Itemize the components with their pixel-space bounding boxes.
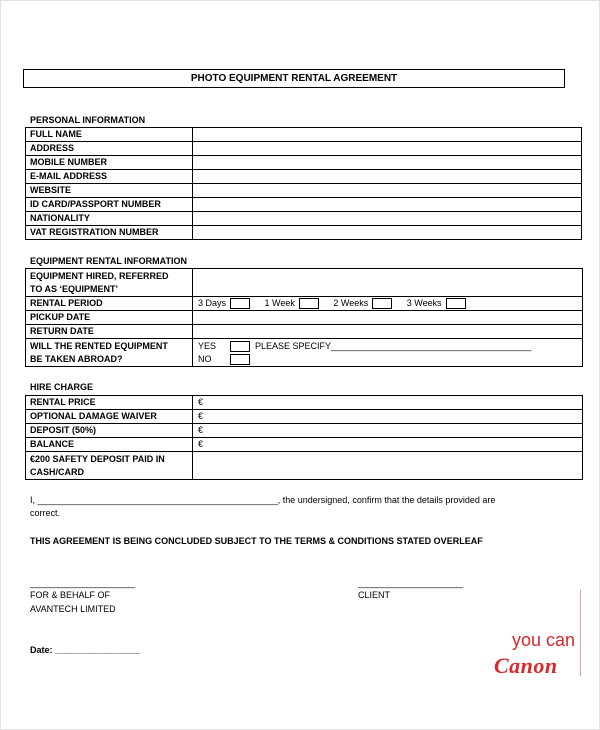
option-2-weeks [333, 297, 392, 310]
table-row [26, 128, 582, 142]
table-row [26, 396, 583, 410]
website-field[interactable] [193, 184, 582, 198]
company-name: AVANTECH LIMITED [30, 604, 116, 614]
no-row [198, 353, 582, 366]
mobile-label: MOBILE NUMBER [26, 156, 193, 170]
id-card-label: ID CARD/PASSPORT NUMBER [26, 198, 193, 212]
no-label: NO [198, 353, 212, 364]
abroad-label [26, 339, 193, 367]
table-row [26, 184, 582, 198]
balance-label: BALANCE [26, 438, 193, 452]
full-name-field[interactable] [193, 128, 582, 142]
return-date-label: RETURN DATE [26, 325, 193, 339]
pickup-date-label: PICKUP DATE [26, 311, 193, 325]
equipment-info-heading: EQUIPMENT RENTAL INFORMATION [30, 256, 187, 266]
hire-charge-table [25, 395, 583, 480]
personal-info-table [25, 127, 582, 240]
canon-logo: Canon [494, 653, 558, 678]
table-row [26, 325, 583, 339]
checkbox-3-weeks[interactable] [446, 298, 466, 309]
checkbox-no[interactable] [230, 354, 250, 365]
date-label: Date: [30, 645, 56, 655]
option-3-weeks [407, 297, 466, 310]
date-line[interactable]: _________________ [55, 645, 141, 655]
for-behalf-of: FOR & BEHALF OF [30, 590, 111, 600]
option-1-week [265, 297, 319, 310]
table-row [26, 198, 582, 212]
checkbox-1-week[interactable] [299, 298, 319, 309]
option-3-days-label: 3 Days [198, 298, 227, 309]
table-row [26, 156, 582, 170]
equipment-info-table [25, 268, 583, 367]
vat-label: VAT REGISTRATION NUMBER [26, 226, 193, 240]
full-name-label: FULL NAME [26, 128, 193, 142]
balance-field[interactable]: € [193, 438, 583, 452]
rental-period-label: RENTAL PERIOD [26, 297, 193, 311]
rental-price-field[interactable]: € [193, 396, 583, 410]
equipment-hired-line2: TO AS ‘EQUIPMENT’ [30, 283, 119, 294]
deposit-label: DEPOSIT (50%) [26, 424, 193, 438]
option-3-days [198, 297, 250, 310]
option-1-week-label: 1 Week [264, 298, 295, 309]
abroad-line2: BE TAKEN ABROAD? [30, 353, 123, 364]
return-date-field[interactable] [193, 325, 583, 339]
nationality-label: NATIONALITY [26, 212, 193, 226]
equipment-hired-line1: EQUIPMENT HIRED, REFERRED [30, 270, 169, 281]
deposit-field[interactable]: € [193, 424, 583, 438]
damage-waiver-label: OPTIONAL DAMAGE WAIVER [26, 410, 193, 424]
table-row [26, 212, 582, 226]
document-title: PHOTO EQUIPMENT RENTAL AGREEMENT [23, 69, 565, 88]
safety-deposit-line2: CASH/CARD [30, 466, 84, 477]
logo-tagline: you can [512, 630, 576, 650]
signature-line-right[interactable]: _____________________ [358, 578, 464, 588]
vat-field[interactable] [193, 226, 582, 240]
safety-deposit-field[interactable] [193, 452, 583, 480]
yes-row [198, 340, 582, 353]
table-row [26, 226, 582, 240]
rental-period-options [193, 297, 583, 311]
date-field [30, 644, 140, 657]
agreement-notice: THIS AGREEMENT IS BEING CONCLUDED SUBJECT TO THE TERMS & CONDITIONS STATED OVERLEAF [30, 536, 483, 546]
safety-deposit-line1: €200 SAFETY DEPOSIT PAID IN [30, 453, 165, 464]
pickup-date-field[interactable] [193, 311, 583, 325]
please-specify: PLEASE SPECIFY________________________________________ [255, 340, 532, 351]
signature-line-left[interactable]: _____________________ [30, 578, 136, 588]
table-row [26, 170, 582, 184]
table-row [26, 297, 583, 311]
abroad-options [193, 339, 583, 367]
safety-deposit-label [26, 452, 193, 480]
rental-price-label: RENTAL PRICE [26, 396, 193, 410]
damage-waiver-field[interactable]: € [193, 410, 583, 424]
client-label: CLIENT [358, 590, 391, 600]
email-label: E-MAIL ADDRESS [26, 170, 193, 184]
yes-label: YES [198, 340, 217, 351]
table-row [26, 452, 583, 480]
nationality-field[interactable] [193, 212, 582, 226]
table-row [26, 142, 582, 156]
equipment-hired-label [26, 269, 193, 297]
table-row [26, 311, 583, 325]
email-field[interactable] [193, 170, 582, 184]
mobile-field[interactable] [193, 156, 582, 170]
abroad-line1: WILL THE RENTED EQUIPMENT [30, 340, 168, 351]
table-row [26, 438, 583, 452]
id-card-field[interactable] [193, 198, 582, 212]
hire-charge-heading: HIRE CHARGE [30, 382, 94, 392]
table-row [26, 339, 583, 367]
logo-divider [580, 590, 581, 676]
address-label: ADDRESS [26, 142, 193, 156]
personal-info-heading: PERSONAL INFORMATION [30, 115, 146, 125]
website-label: WEBSITE [26, 184, 193, 198]
equipment-hired-field[interactable] [193, 269, 583, 297]
option-2-weeks-label: 2 Weeks [333, 298, 369, 309]
checkbox-3-days[interactable] [230, 298, 250, 309]
confirm-line1: I, ________________________________________________, the undersigned, confirm that the details provided are [30, 495, 496, 505]
checkbox-yes[interactable] [230, 341, 250, 352]
checkbox-2-weeks[interactable] [372, 298, 392, 309]
table-row [26, 410, 583, 424]
confirm-line2: correct. [30, 508, 61, 518]
table-row [26, 269, 583, 297]
address-field[interactable] [193, 142, 582, 156]
option-3-weeks-label: 3 Weeks [406, 298, 442, 309]
table-row [26, 424, 583, 438]
